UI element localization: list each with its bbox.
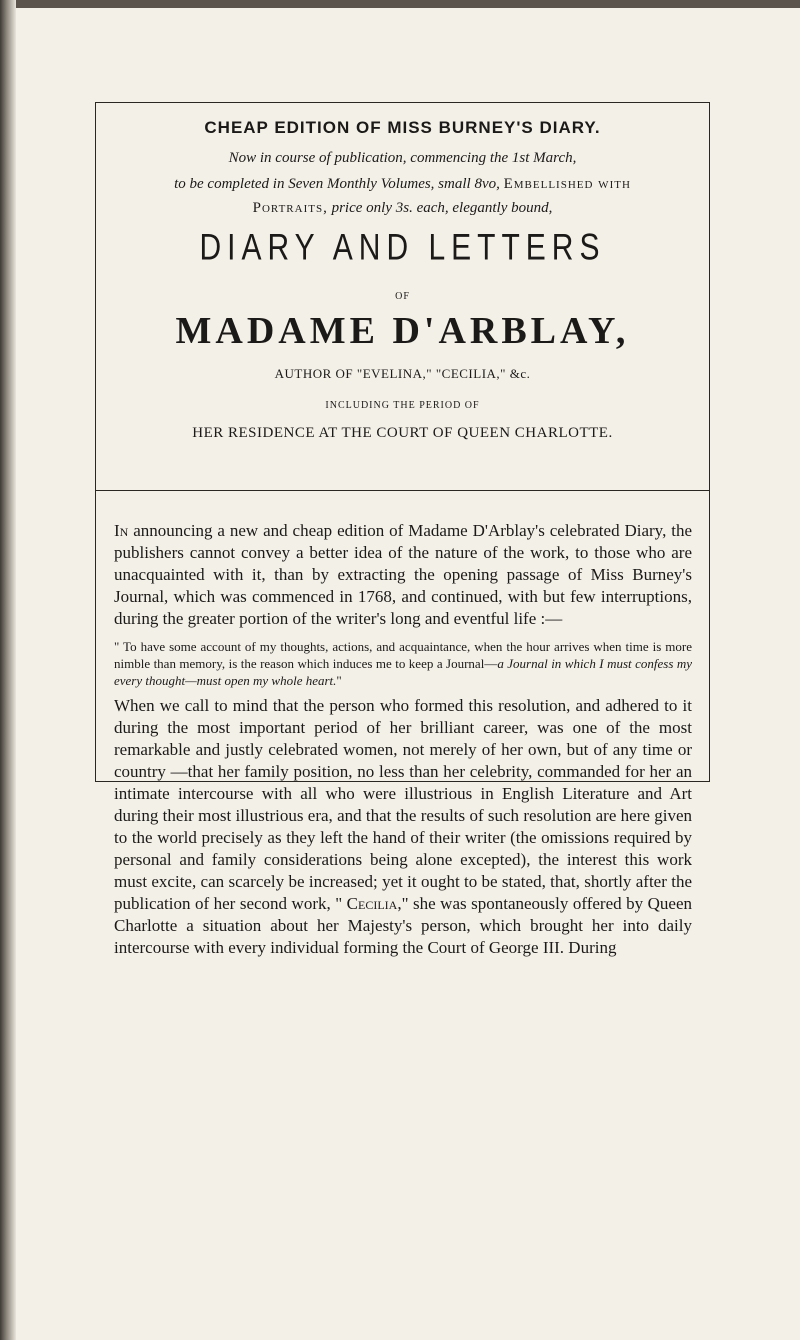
including-label: INCLUDING THE PERIOD OF bbox=[325, 400, 480, 411]
publication-line-2-text: to be completed in Seven Monthly Volumes, small 8vo, bbox=[174, 176, 500, 192]
page-binding-edge bbox=[0, 0, 16, 1340]
cecilia-title: Cecilia bbox=[346, 894, 398, 913]
quote-italic: a Journal in which I must confess my every thought—must open my whole heart. bbox=[114, 656, 692, 688]
author-works: AUTHOR OF "EVELINA," "CECILIA," &c. bbox=[274, 366, 531, 381]
of-label: OF bbox=[395, 291, 410, 302]
top-band bbox=[0, 0, 800, 8]
publication-line-2 bbox=[96, 176, 709, 193]
journal-quote bbox=[114, 638, 692, 689]
paragraph-1-initial: In bbox=[114, 521, 129, 540]
quote-text: " To have some account of my thoughts, actions, and acquaintance, when the hour arrives when time is more nimble than memory, is the reason which induces me to keep a Journal— bbox=[114, 639, 692, 671]
header-divider bbox=[96, 490, 709, 491]
author-name: MADAME D'ARBLAY, bbox=[175, 310, 630, 352]
embellished-text: Embellished with bbox=[503, 176, 631, 192]
publication-line-1: Now in course of publication, commencing the 1st March, bbox=[228, 150, 577, 166]
paragraph-2-text-a: When we call to mind that the person who formed this resolution, and adhered to it during the most important period of her brilliant career, was one of the most remarkable and justly celebrated women, not merely of her own, but of any time or country —that her family position, no less than her celebrity, commanded for her an intimate intercourse with all who were illustrious in English Literature and Art during their most illustrious era, and that the results of such resolution are here given to the world precisely as they left the hand of their writer (the omissions required by personal and family considerations being alone excepted), the interest this work must excite, can scarcely be increased; yet it ought to be stated, that, shortly after the publication of her second work, " bbox=[114, 696, 692, 913]
price-text: price only 3s. each, elegantly bound, bbox=[331, 200, 553, 216]
edition-title: CHEAP EDITION OF MISS BURNEY'S DIARY. bbox=[204, 118, 601, 137]
advertisement-page bbox=[95, 102, 710, 957]
paragraph-1 bbox=[114, 520, 692, 630]
paragraph-2 bbox=[114, 695, 692, 959]
publication-line-3 bbox=[96, 200, 709, 217]
main-title: DIARY AND LETTERS bbox=[199, 226, 606, 268]
paragraph-2-text-b: ," she was spontaneously offered by Queen Charlotte a situation about her Majesty's person, which brought her into daily intercourse with every individual forming the Court of George III. During bbox=[114, 894, 692, 957]
body-text bbox=[114, 520, 692, 959]
residence-subtitle: HER RESIDENCE AT THE COURT OF QUEEN CHARLOTTE. bbox=[192, 425, 613, 441]
quote-close: " bbox=[336, 673, 342, 688]
advertisement-header bbox=[96, 103, 709, 441]
portraits-text: Portraits, bbox=[252, 200, 328, 216]
paragraph-1-text: announcing a new and cheap edition of Madame D'Arblay's celebrated Diary, the publishers cannot convey a better idea of the nature of the work, to those who are unacquainted with it, than by extracting the opening passage of Miss Burney's Journal, which was commenced in 1768, and continued, with but few interruptions, during the greater portion of the writer's long and eventful life :— bbox=[114, 521, 692, 628]
